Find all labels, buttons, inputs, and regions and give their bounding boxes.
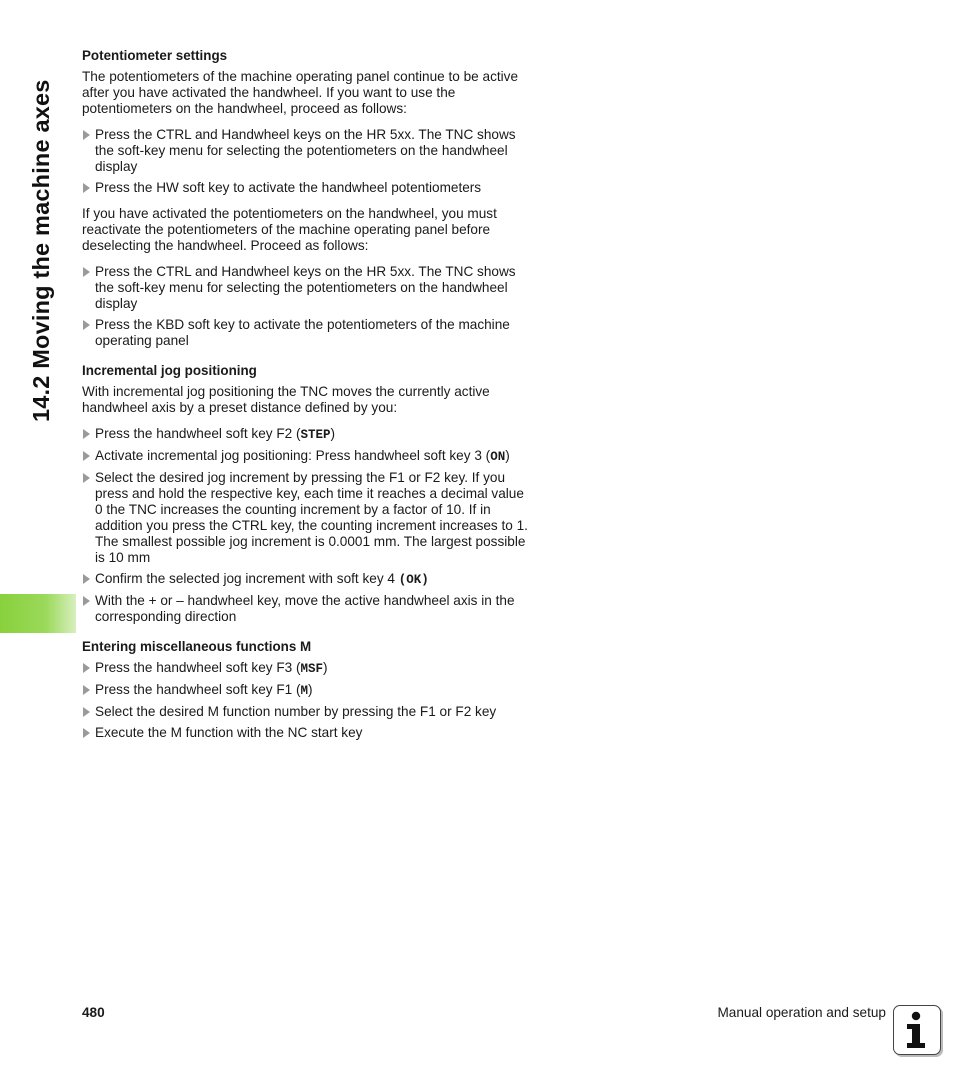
step-text: Press the handwheel soft key F3 ( [95,660,301,675]
chapter-side-title-text: 14.2 Moving the machine axes [28,79,54,422]
instruction-step [82,682,532,699]
instruction-list [82,660,532,741]
footer-chapter-title: Manual operation and setup [717,1005,886,1020]
instruction-list [82,127,532,196]
paragraph: The potentiometers of the machine operating panel continue to be active after you have activated the handwheel. If you want to use the potentiometers on the handwheel, proceed as follows: [82,69,519,116]
step-text: ) [330,426,336,441]
instruction-step: Press the KBD soft key to activate the potentiometers of the machine operating panel [82,317,532,349]
instruction-step [82,571,532,588]
step-text: Press the handwheel soft key F2 ( [95,426,301,441]
instruction-step: Press the CTRL and Handwheel keys on the HR 5xx. The TNC shows the soft-key menu for selecting the potentiometers on the handwheel display [82,264,532,312]
instruction-step: Select the desired M function number by pressing the F1 or F2 key [82,704,532,720]
section-heading: Potentiometer settings [82,48,228,63]
page-number: 480 [82,1005,105,1020]
soft-key-label: MSF [300,662,324,676]
chapter-tab-marker [0,594,76,633]
soft-key-label: M [300,684,309,698]
section-heading: Entering miscellaneous functions M [82,639,312,654]
chapter-side-title [26,52,52,422]
soft-key-label: STEP [300,428,331,442]
step-text: Press the handwheel soft key F1 ( [95,682,301,697]
step-text: ) [505,448,510,463]
section [82,48,532,349]
instruction-step: Select the desired jog increment by pressing the F1 or F2 key. If you press and hold the respective key, each time it reaches a decimal value 0 the TNC increases the counting increment by a factor of 10. If in addition you press the CTRL key, the counting increment increases to 1. The smallest possible jog increment is 0.0001 mm. The largest possible is 10 mm [82,470,532,566]
instruction-step [82,660,532,677]
step-text: Confirm the selected jog increment with soft key 4 [95,571,399,586]
instruction-list [82,426,532,625]
main-content [82,48,532,751]
section [82,363,532,625]
instruction-list [82,264,532,349]
section [82,639,532,741]
paragraph: If you have activated the potentiometers on the handwheel, you must reactivate the potentiometers of the machine operating panel before deselecting the handwheel. Proceed as follows: [82,206,497,253]
soft-key-label: ON [490,450,506,464]
section-heading: Incremental jog positioning [82,363,257,378]
paragraph: With incremental jog positioning the TNC moves the currently active handwheel axis by a preset distance defined by you: [82,384,490,415]
step-text: ) [308,682,313,697]
instruction-step: With the + or – handwheel key, move the active handwheel axis in the corresponding direction [82,593,532,625]
instruction-step: Press the HW soft key to activate the handwheel potentiometers [82,180,532,196]
step-text: Activate incremental jog positioning: Press handwheel soft key 3 ( [95,448,491,463]
instruction-step [82,426,532,443]
instruction-step: Press the CTRL and Handwheel keys on the HR 5xx. The TNC shows the soft-key menu for selecting the potentiometers on the handwheel display [82,127,532,175]
step-text: ) [323,660,328,675]
instruction-step: Execute the M function with the NC start key [82,725,532,741]
instruction-step [82,448,532,465]
soft-key-label: (OK) [398,573,429,587]
info-icon [893,1005,941,1055]
